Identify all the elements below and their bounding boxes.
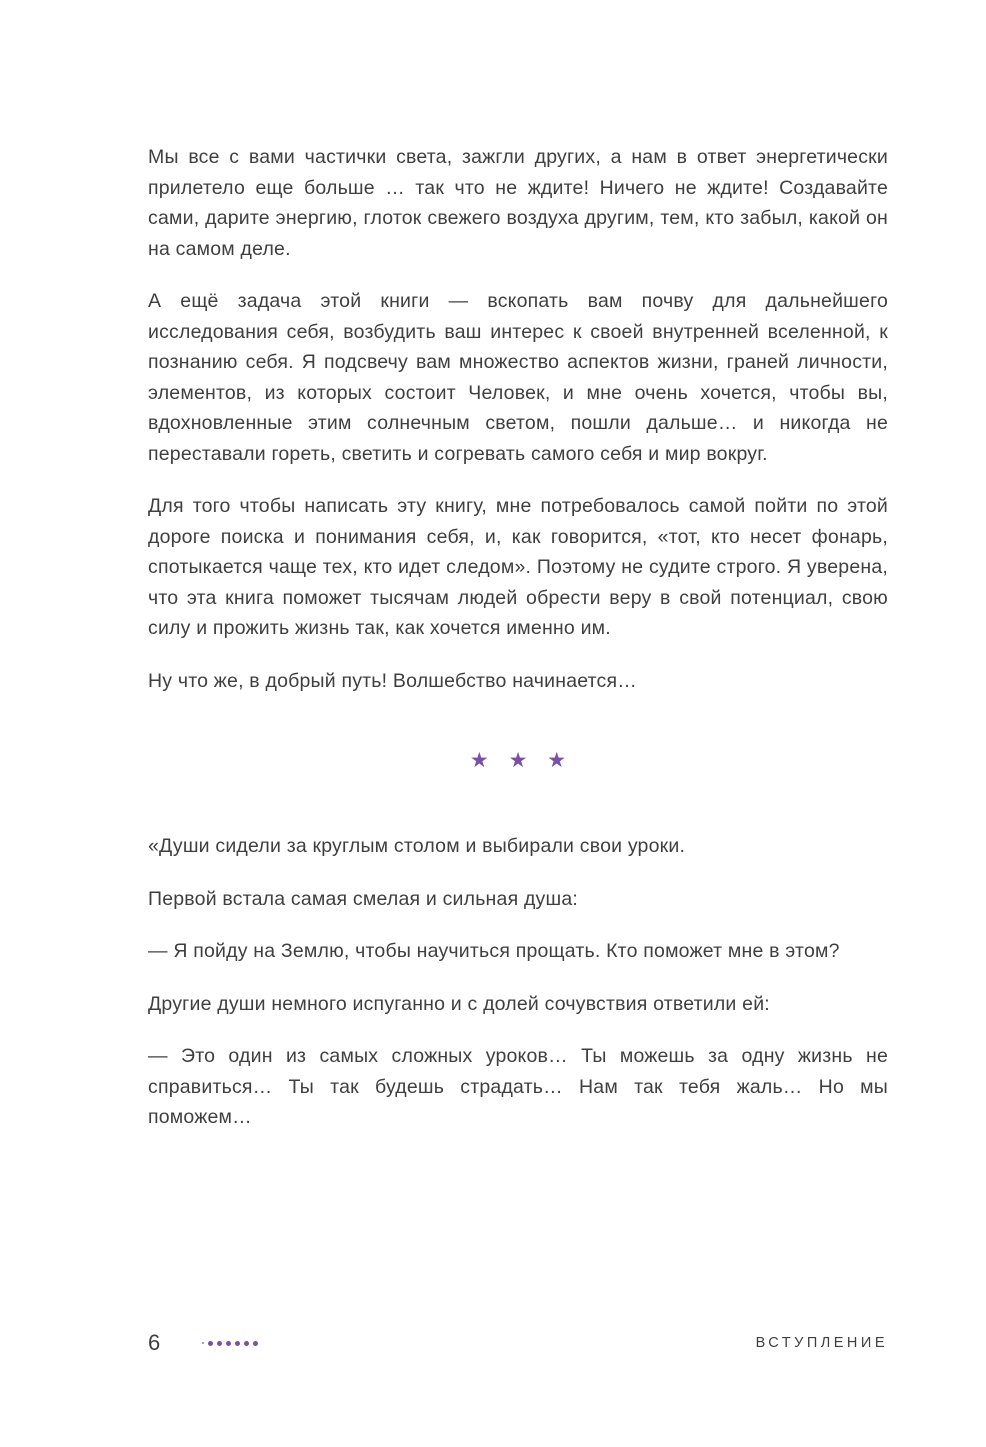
progress-dot	[202, 1342, 204, 1344]
page-content	[148, 142, 888, 1155]
paragraph: А ещё задача этой книги — вскопать вам почву для дальнейшего исследования себя, возбудить ваш интерес к своей внутренней вселенной, к познанию себя. Я подсвечу вам множество аспектов жизни, граней личности, элементов, из которых состоит Человек, и мне очень хочется, чтобы вы, вдохновленные этим солнечным светом, пошли дальше… и никогда не переставали гореть, светить и согревать самого себя и мир вокруг.	[148, 290, 888, 465]
progress-dot	[217, 1341, 222, 1346]
section-separator	[148, 748, 888, 773]
stars-icon: ★ ★ ★	[469, 749, 574, 772]
page-number: 6	[148, 1330, 161, 1355]
progress-dots-icon	[202, 1341, 262, 1346]
paragraph: Мы все с вами частички света, зажгли других, а нам в ответ энергетически прилетело еще больше … так что не ждите! Ничего не ждите! Создавайте сами, дарите энергию, глоток свежего воздуха другим, тем, кто забыл, какой он на самом деле.	[148, 146, 888, 260]
progress-dot	[235, 1341, 240, 1346]
paragraph: Ну что же, в добрый путь! Волшебство начинается…	[148, 669, 637, 692]
paragraph: — Я пойду на Землю, чтобы научиться прощать. Кто поможет мне в этом?	[148, 940, 840, 962]
paragraph: Для того чтобы написать эту книгу, мне потребовалось самой пойти по этой дороге поиска и понимания себя, и, как говорится, «тот, кто несет фонарь, спотыкается чаще тех, кто идет следом». Поэтому не судите строго. Я уверена, что эта книга поможет тысячам людей обрести веру в свой потенциал, свою силу и прожить жизнь так, как хочется именно им.	[148, 495, 888, 639]
paragraph: Первой встала самая смелая и сильная душа:	[148, 887, 578, 910]
footer-left	[148, 1330, 262, 1356]
section-label: ВСТУПЛЕНИЕ	[755, 1335, 888, 1351]
progress-dot	[253, 1341, 258, 1346]
paragraph: «Души сидели за круглым столом и выбирали свои уроки.	[148, 835, 686, 857]
paragraph: — Это один из самых сложных уроков… Ты можешь за одну жизнь не справиться… Ты так будешь страдать… Нам так тебя жаль… Но мы поможем…	[148, 1045, 888, 1128]
progress-dot	[208, 1341, 213, 1346]
paragraph: Другие души немного испуганно и с долей сочувствия ответили ей:	[148, 992, 770, 1015]
progress-dot	[226, 1341, 231, 1346]
progress-dot	[244, 1341, 249, 1346]
page-footer	[148, 1330, 888, 1356]
